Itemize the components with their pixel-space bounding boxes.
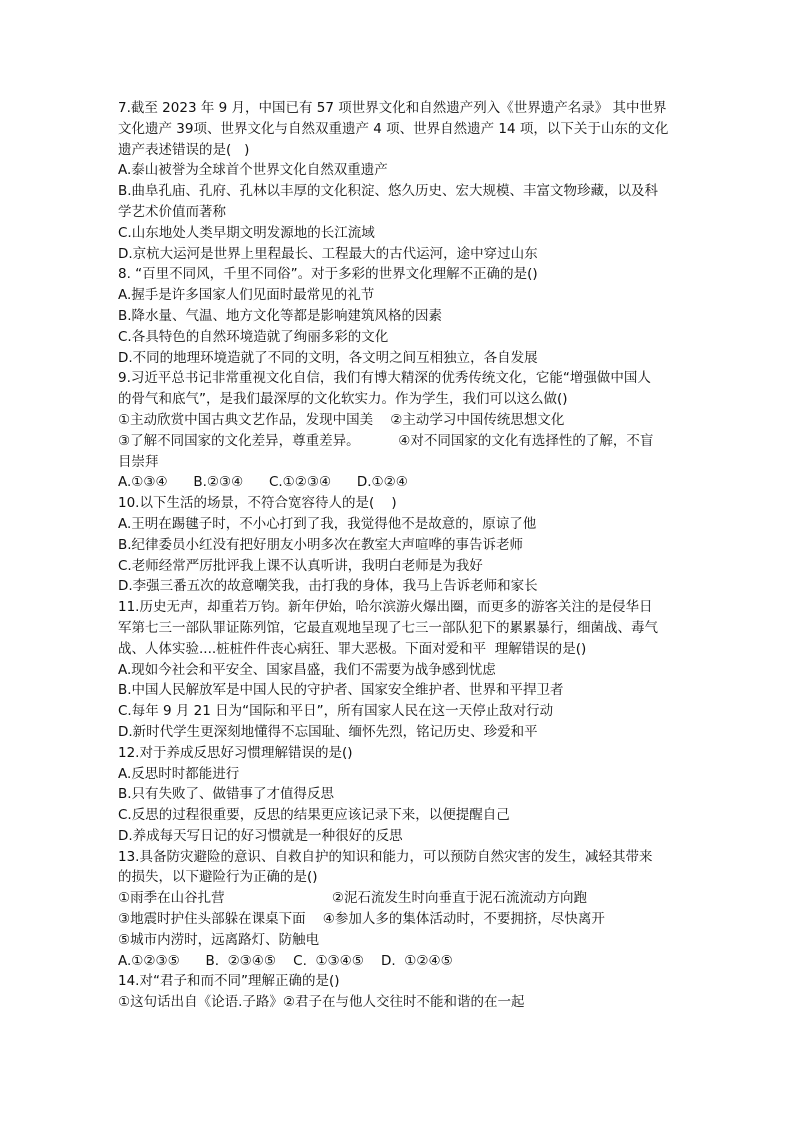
question-11-option-c: C.每年 9 月 21 日为“国际和平日”，所有国家人民在这一天停止敌对行动 [118,703,554,720]
question-9-stem-line-2: 的骨气和底气”，是我们最深厚的文化软实力。作为学生，我们可以这么做() [118,391,568,408]
question-7-option-a: A.泰山被誉为全球首个世界文化自然双重遗产 [118,162,388,179]
question-13-statement-line-3: ⑤城市内涝时，远离路灯、防触电 [118,931,320,948]
question-9-stem-line-1: 9.习近平总书记非常重视文化自信，我们有博大精深的优秀传统文化，它能“增强做中国人 [118,370,651,387]
question-7 [118,98,684,264]
question-8 [118,264,684,368]
question-7-option-c: C.山东地处人类早期文明发源地的长江流域 [118,224,375,241]
question-13-stem-line-1: 13.具备防灾避险的意识、自救自护的知识和能力，可以预防自然灾害的发生，减轻其带来 [118,848,653,865]
question-11-stem-line-3: 战、人体实验....桩桩件件丧心病狂、罪大恶极。下面对爱和平 理解错误的是() [118,640,587,657]
question-7-option-b: B.曲阜孔庙、孔府、孔林以丰厚的文化积淀、悠久历史、宏大规模、丰富文物珍藏，以及科 [118,183,659,200]
question-12-option-a: A.反思时时都能进行 [118,765,240,782]
question-9 [118,368,684,493]
question-13 [118,847,684,972]
question-13-statement-line-1: ①雨季在山谷扎营 ②泥石流发生时向垂直于泥石流流动方向跑 [118,890,587,907]
question-12-stem: 12.对于养成反思好习惯理解错误的是() [118,744,353,761]
question-11-option-a: A.现如今社会和平安全、国家昌盛，我们不需要为战争感到忧虑 [118,661,496,678]
question-9-statement-line-1: ①主动欣赏中国古典文艺作品，发现中国美 ②主动学习中国传统思想文化 [118,411,565,428]
question-11 [118,597,684,743]
question-13-statement-line-2: ③地震时护住头部躲在课桌下面 ④参加人多的集体活动时，不要拥挤，尽快离开 [118,911,605,928]
question-12-option-d: D.养成每天写日记的好习惯就是一种很好的反思 [118,827,403,844]
question-10-option-b: B.纪律委员小红没有把好朋友小明多次在教室大声喧哗的事告诉老师 [118,536,524,553]
question-14-statement-line-1: ①这句话出自《论语.子路》②君子在与他人交往时不能和谐的在一起 [118,994,525,1011]
question-8-option-a: A.握手是许多国家人们见面时最常见的礼节 [118,287,375,304]
question-7-option-d: D.京杭大运河是世界上里程最长、工程最大的古代运河，途中穿过山东 [118,245,538,262]
question-7-option-b-cont: 学艺术价值而著称 [118,203,226,220]
question-11-option-b: B.中国人民解放军是中国人民的守护者、国家安全维护者、世界和平捍卫者 [118,682,564,699]
question-9-statement-line-3: 目崇拜 [118,453,159,470]
question-10-stem: 10.以下生活的场景，不符合宽容待人的是( ) [118,495,397,512]
question-7-stem-line-3: 遗产表述错误的是( ) [118,141,250,158]
question-12-option-b: B.只有失败了、做错事了才值得反思 [118,786,335,803]
question-9-options: A.①③④ B.②③④ C.①②③④ D.①②④ [118,474,408,491]
question-12 [118,743,684,847]
question-8-option-c: C.各具特色的自然环境造就了绚丽多彩的文化 [118,328,389,345]
question-14 [118,971,684,1013]
question-10-option-d: D.李强三番五次的故意嘲笑我，击打我的身体，我马上告诉老师和家长 [118,578,538,595]
question-9-statement-line-2: ③了解不同国家的文化差异，尊重差异。 ④对不同国家的文化有选择性的了解，不盲 [118,432,654,449]
question-10-option-a: A.王明在踢毽子时，不小心打到了我，我觉得他不是故意的，原谅了他 [118,515,537,532]
question-8-stem: 8. “百里不同风，千里不同俗”。对于多彩的世界文化理解不正确的是() [118,266,538,283]
question-13-stem-line-2: 的损失，以下避险行为正确的是() [118,869,318,886]
question-7-stem-line-1: 7.截至 2023 年 9 月，中国已有 57 项世界文化和自然遗产列入《世界遗产名录》 其中世界 [118,100,667,116]
question-7-stem-line-2: 文化遗产 39项、世界文化与自然双重遗产 4 项、世界自然遗产 14 项，以下关于山东的文化 [118,120,669,137]
question-10 [118,493,684,597]
question-8-option-b: B.降水量、气温、地方文化等都是影响建筑风格的因素 [118,307,443,324]
question-10-option-c: C.老师经常严厉批评我上课不认真听讲，我明白老师是为我好 [118,557,483,574]
question-13-options: A.①②③⑤ B. ②③④⑤ C. ①③④⑤ D. ①②④⑤ [118,952,453,969]
question-12-option-c: C.反思的过程很重要，反思的结果更应该记录下来，以便提醒自己 [118,807,510,824]
question-11-option-d: D.新时代学生更深刻地懂得不忘国耻、缅怀先烈，铭记历史、珍爱和平 [118,723,538,740]
question-11-stem-line-1: 11.历史无声，却重若万钧。新年伊始，哈尔滨游火爆出圈，而更多的游客关注的是侵华日 [118,599,653,616]
exam-page [118,98,684,1013]
question-8-option-d: D.不同的地理环境造就了不同的文明，各文明之间互相独立，各自发展 [118,349,538,366]
question-11-stem-line-2: 军第七三一部队罪证陈列馆，它最直观地呈现了七三一部队犯下的累累暴行，细菌战、毒气 [118,619,658,636]
question-14-stem: 14.对“君子和而不同”理解正确的是() [118,973,340,990]
